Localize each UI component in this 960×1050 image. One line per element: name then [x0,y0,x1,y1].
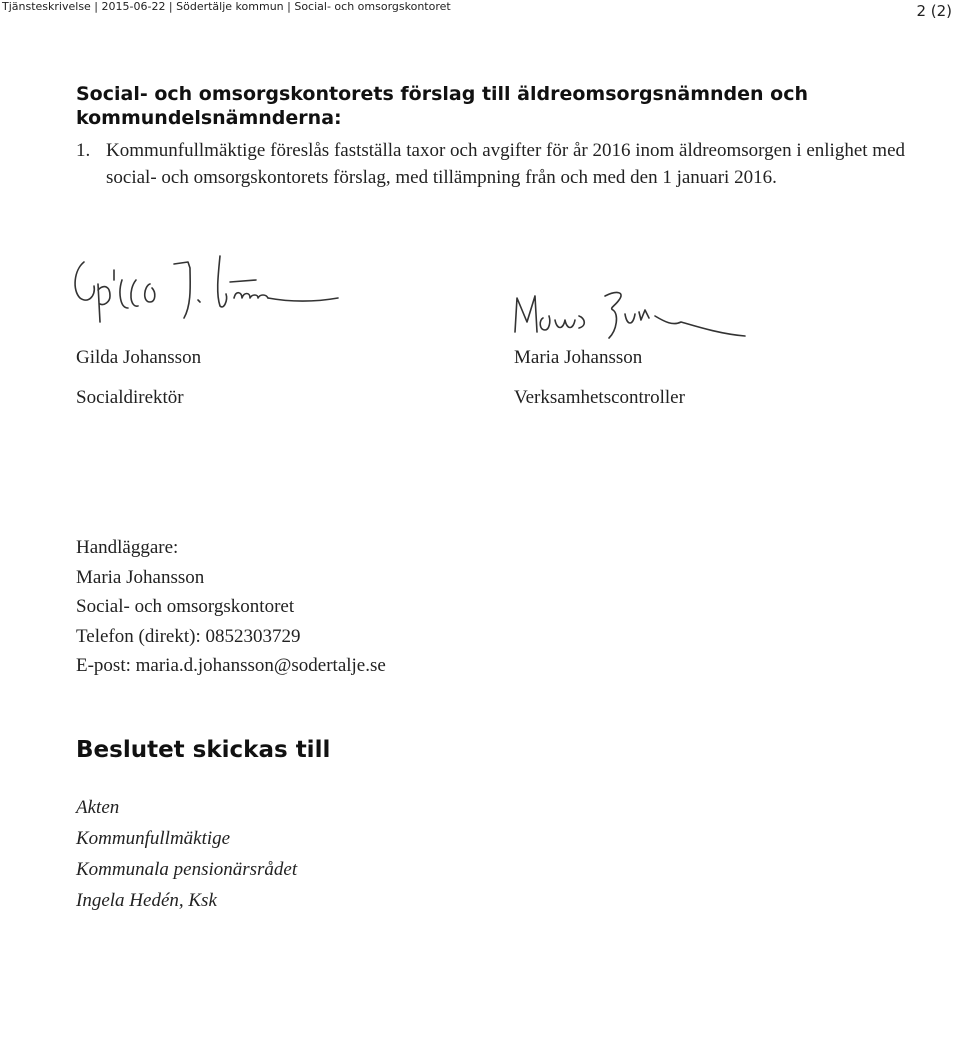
handler-department: Social- och omsorgskontoret [76,596,295,617]
proposal-heading: Social- och omsorgskontorets förslag till äldreomsorgsnämnden och kommundelsnämnderna: [76,83,809,129]
recipient-list [76,792,297,916]
page-number: 2 (2) [916,2,952,20]
signatory-title-1: Socialdirektör [76,387,184,408]
recipient-item: Kommunfullmäktige [76,828,231,849]
signatory-name-1: Gilda Johansson [76,347,202,368]
recipient-item: Kommunala pensionärsrådet [76,859,298,880]
proposal-item [76,137,956,191]
handler-section [76,533,386,681]
proposal-item-text: Kommunfullmäktige föreslås fastställa taxor och avgifter för år 2016 inom äldreomsorgen i enlighet med social- och omsorgskontorets förslag, med tillämpning från och med den 1 januari 2016. [106,140,906,188]
signatory-name-2: Maria Johansson [514,347,643,368]
decision-heading: Beslutet skickas till [76,737,331,763]
recipient-item: Akten [76,797,120,818]
handler-email: E-post: maria.d.johansson@sodertalje.se [76,655,386,676]
header-meta: Tjänsteskrivelse | 2015-06-22 | Södertälje kommun | Social- och omsorgskontoret [2,0,451,13]
handler-label: Handläggare: [76,537,179,558]
recipient-item: Ingela Hedén, Ksk [76,890,217,911]
handler-name: Maria Johansson [76,566,205,588]
handwritten-signature-1 [70,250,360,350]
proposal-item-number: 1. [76,140,91,161]
signatory-title-2: Verksamhetscontroller [514,387,685,408]
handler-phone: Telefon (direkt): 0852303729 [76,625,301,647]
page-header [0,0,960,18]
